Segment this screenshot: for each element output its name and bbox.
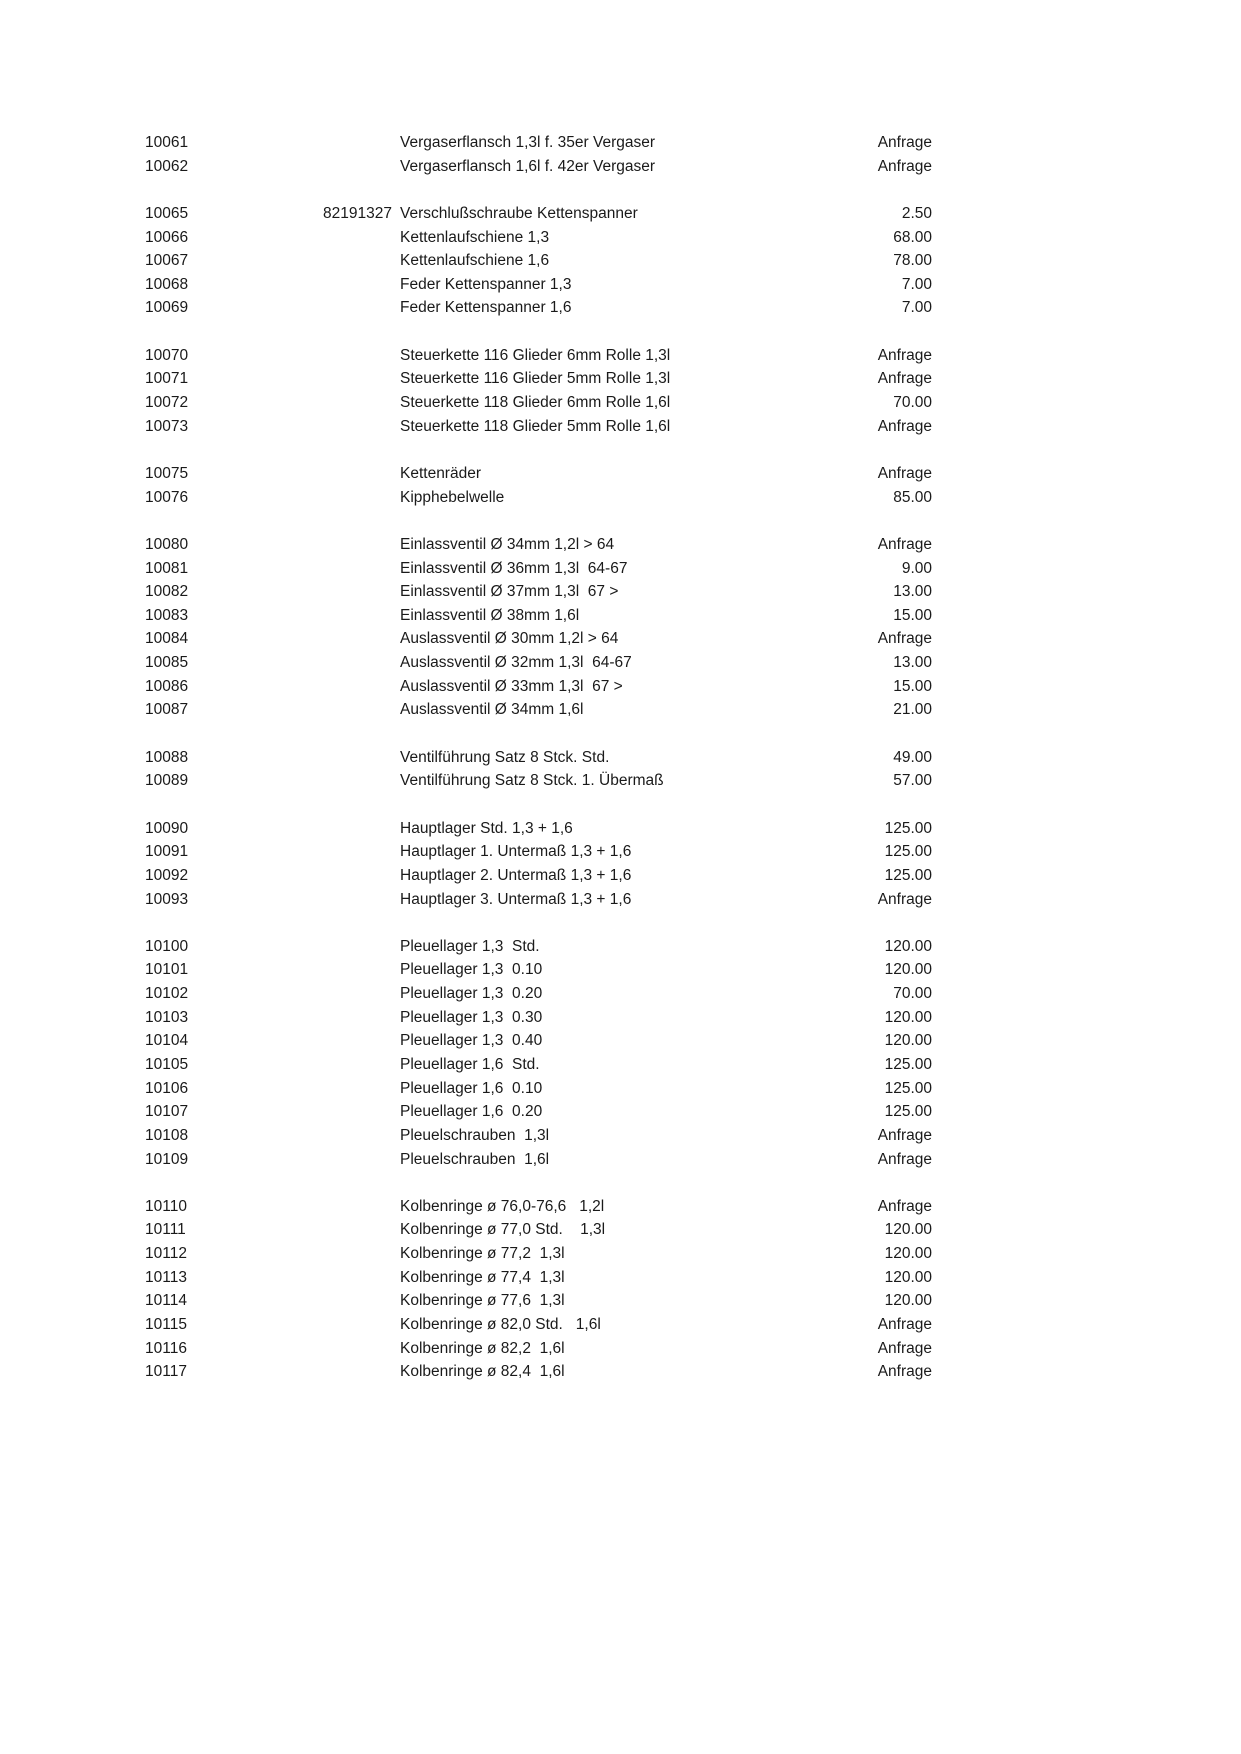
part-price: 7.00 (901, 275, 932, 293)
part-price: Anfrage (877, 370, 932, 388)
table-row (0, 462, 1241, 486)
part-number: 10093 (145, 890, 189, 908)
part-price: Anfrage (877, 890, 932, 908)
spacer-row (0, 1171, 1241, 1195)
table-row (0, 367, 1241, 391)
table-row (0, 651, 1241, 675)
part-number: 10103 (145, 1008, 189, 1026)
part-description: Pleuellager 1,3 0.40 (400, 1032, 543, 1050)
part-price: Anfrage (877, 1197, 932, 1215)
part-number: 10075 (145, 464, 189, 482)
part-number: 10106 (145, 1079, 189, 1097)
part-description: Kolbenringe ø 76,0-76,6 1,2l (400, 1197, 605, 1215)
part-description: Feder Kettenspanner 1,6 (400, 299, 572, 317)
part-price: 2.50 (901, 204, 932, 222)
spacer-row (0, 509, 1241, 533)
part-number: 10114 (145, 1292, 187, 1310)
table-row (0, 675, 1241, 699)
part-number: 10110 (145, 1197, 187, 1215)
part-description: Hauptlager Std. 1,3 + 1,6 (400, 819, 573, 837)
part-price: 120.00 (884, 961, 932, 979)
part-number: 10115 (145, 1316, 187, 1334)
table-row (0, 1124, 1241, 1148)
part-description: Pleuellager 1,3 Std. (400, 937, 540, 955)
table-row (0, 698, 1241, 722)
part-price: 125.00 (884, 1079, 932, 1097)
part-description: Feder Kettenspanner 1,3 (400, 275, 572, 293)
table-row (0, 249, 1241, 273)
table-row (0, 817, 1241, 841)
part-price: 120.00 (884, 937, 932, 955)
part-price: 125.00 (884, 1103, 932, 1121)
part-price: 120.00 (884, 1032, 932, 1050)
table-row (0, 1100, 1241, 1124)
part-price: Anfrage (877, 1150, 932, 1168)
spacer-row (0, 320, 1241, 344)
spacer-row (0, 911, 1241, 935)
table-row (0, 273, 1241, 297)
part-number: 10067 (145, 252, 189, 270)
parts-price-list (0, 131, 1241, 1384)
part-description: Kolbenringe ø 82,2 1,6l (400, 1339, 565, 1357)
part-number: 10061 (145, 134, 189, 151)
part-description: Pleuellager 1,6 0.10 (400, 1079, 543, 1097)
part-description: Vergaserflansch 1,3l f. 35er Vergaser (400, 134, 656, 151)
part-description: Steuerkette 118 Glieder 5mm Rolle 1,6l (400, 417, 671, 435)
table-row (0, 1337, 1241, 1361)
part-description: Auslassventil Ø 32mm 1,3l 64-67 (400, 654, 632, 672)
part-price: Anfrage (877, 535, 932, 553)
part-description: Kolbenringe ø 82,4 1,6l (400, 1363, 565, 1381)
part-price: 15.00 (893, 677, 932, 695)
part-number: 10080 (145, 535, 189, 553)
spacer-row (0, 793, 1241, 817)
spacer-row (0, 722, 1241, 746)
part-price: 78.00 (893, 252, 932, 270)
part-number: 10073 (145, 417, 189, 435)
part-number: 10084 (145, 630, 189, 648)
part-description: Auslassventil Ø 33mm 1,3l 67 > (400, 677, 623, 695)
table-row (0, 627, 1241, 651)
part-number: 10092 (145, 866, 189, 884)
part-number: 10108 (145, 1126, 189, 1144)
table-row (0, 580, 1241, 604)
part-description: Ventilführung Satz 8 Stck. 1. Übermaß (400, 772, 664, 790)
part-number: 10111 (145, 1221, 186, 1239)
part-description: Verschlußschraube Kettenspanner (400, 204, 638, 222)
part-price: Anfrage (877, 417, 932, 435)
part-number: 10100 (145, 937, 189, 955)
part-description: Pleuellager 1,3 0.20 (400, 985, 543, 1003)
table-row (0, 1360, 1241, 1384)
part-price: 120.00 (884, 1221, 932, 1239)
table-row (0, 155, 1241, 179)
part-description: Pleuelschrauben 1,3l (400, 1126, 550, 1144)
table-row (0, 1195, 1241, 1219)
part-number: 10083 (145, 606, 189, 624)
part-number: 10091 (145, 843, 189, 861)
part-description: Kolbenringe ø 77,6 1,3l (400, 1292, 565, 1310)
table-row (0, 1148, 1241, 1172)
table-row (0, 935, 1241, 959)
table-row (0, 296, 1241, 320)
part-price: 125.00 (884, 843, 932, 861)
table-row (0, 1313, 1241, 1337)
table-row (0, 840, 1241, 864)
part-price: Anfrage (877, 346, 932, 364)
table-row (0, 131, 1241, 155)
part-description: Hauptlager 2. Untermaß 1,3 + 1,6 (400, 866, 632, 884)
table-row (0, 226, 1241, 250)
part-description: Hauptlager 1. Untermaß 1,3 + 1,6 (400, 843, 632, 861)
part-description: Kettenlaufschiene 1,3 (400, 228, 550, 246)
part-price: 49.00 (893, 748, 932, 766)
part-price: 120.00 (884, 1268, 932, 1286)
part-number: 10070 (145, 346, 189, 364)
part-description: Pleuellager 1,3 0.30 (400, 1008, 543, 1026)
part-description: Auslassventil Ø 34mm 1,6l (400, 701, 584, 719)
part-description: Ventilführung Satz 8 Stck. Std. (400, 748, 610, 766)
part-price: 13.00 (893, 583, 932, 601)
part-price: 125.00 (884, 1055, 932, 1073)
table-row (0, 888, 1241, 912)
part-number: 10072 (145, 394, 189, 412)
part-description: Steuerkette 116 Glieder 5mm Rolle 1,3l (400, 370, 671, 388)
part-description: Kolbenringe ø 77,0 Std. 1,3l (400, 1221, 606, 1239)
part-description: Auslassventil Ø 30mm 1,2l > 64 (400, 630, 619, 648)
part-price: 13.00 (893, 654, 932, 672)
part-number: 10116 (145, 1339, 187, 1357)
part-price: Anfrage (877, 1363, 932, 1381)
part-description: Vergaserflansch 1,6l f. 42er Vergaser (400, 157, 656, 175)
part-number: 10090 (145, 819, 189, 837)
part-number: 10082 (145, 583, 189, 601)
table-row (0, 1266, 1241, 1290)
part-price: 57.00 (893, 772, 932, 790)
table-row (0, 1289, 1241, 1313)
table-row (0, 533, 1241, 557)
part-price: 7.00 (901, 299, 932, 317)
part-price: Anfrage (877, 157, 932, 175)
part-number: 10065 (145, 204, 189, 222)
part-number: 10076 (145, 488, 189, 506)
part-price: Anfrage (877, 134, 932, 151)
part-description: Kipphebelwelle (400, 488, 505, 506)
table-row (0, 1053, 1241, 1077)
oem-number: 82191327 (323, 204, 392, 222)
table-row (0, 415, 1241, 439)
table-row (0, 864, 1241, 888)
part-price: Anfrage (877, 630, 932, 648)
table-row (0, 1218, 1241, 1242)
part-price: 70.00 (893, 394, 932, 412)
table-row (0, 202, 1241, 226)
part-price: 68.00 (893, 228, 932, 246)
part-description: Einlassventil Ø 36mm 1,3l 64-67 (400, 559, 628, 577)
part-price: Anfrage (877, 1126, 932, 1144)
part-number: 10068 (145, 275, 189, 293)
part-description: Einlassventil Ø 38mm 1,6l (400, 606, 580, 624)
part-number: 10105 (145, 1055, 189, 1073)
table-row (0, 557, 1241, 581)
spacer-row (0, 178, 1241, 202)
part-description: Pleuellager 1,6 0.20 (400, 1103, 543, 1121)
part-price: 125.00 (884, 866, 932, 884)
part-description: Kettenlaufschiene 1,6 (400, 252, 550, 270)
part-number: 10101 (145, 961, 189, 979)
table-row (0, 1242, 1241, 1266)
table-row (0, 391, 1241, 415)
part-number: 10107 (145, 1103, 189, 1121)
part-number: 10062 (145, 157, 189, 175)
table-row (0, 746, 1241, 770)
part-number: 10104 (145, 1032, 189, 1050)
part-number: 10113 (145, 1268, 187, 1286)
part-price: 70.00 (893, 985, 932, 1003)
table-row (0, 1006, 1241, 1030)
part-price: 9.00 (901, 559, 932, 577)
spacer-row (0, 438, 1241, 462)
part-description: Pleuellager 1,6 Std. (400, 1055, 540, 1073)
part-number: 10117 (145, 1363, 187, 1381)
part-description: Hauptlager 3. Untermaß 1,3 + 1,6 (400, 890, 632, 908)
part-number: 10109 (145, 1150, 189, 1168)
part-price: 21.00 (893, 701, 932, 719)
part-description: Pleuelschrauben 1,6l (400, 1150, 550, 1168)
table-row (0, 982, 1241, 1006)
part-price: Anfrage (877, 1316, 932, 1334)
part-number: 10102 (145, 985, 189, 1003)
part-price: 85.00 (893, 488, 932, 506)
part-price: 125.00 (884, 819, 932, 837)
part-number: 10069 (145, 299, 189, 317)
part-price: 120.00 (884, 1008, 932, 1026)
part-number: 10081 (145, 559, 189, 577)
table-row (0, 344, 1241, 368)
part-description: Kolbenringe ø 82,0 Std. 1,6l (400, 1316, 601, 1334)
part-number: 10087 (145, 701, 189, 719)
part-number: 10088 (145, 748, 189, 766)
part-price: Anfrage (877, 464, 932, 482)
part-number: 10066 (145, 228, 189, 246)
table-row (0, 604, 1241, 628)
part-description: Steuerkette 118 Glieder 6mm Rolle 1,6l (400, 394, 671, 412)
part-description: Kolbenringe ø 77,2 1,3l (400, 1245, 565, 1263)
part-description: Pleuellager 1,3 0.10 (400, 961, 543, 979)
part-price: 120.00 (884, 1245, 932, 1263)
part-number: 10089 (145, 772, 189, 790)
part-description: Steuerkette 116 Glieder 6mm Rolle 1,3l (400, 346, 671, 364)
part-price: 120.00 (884, 1292, 932, 1310)
table-row (0, 486, 1241, 510)
part-description: Einlassventil Ø 34mm 1,2l > 64 (400, 535, 615, 553)
part-price: Anfrage (877, 1339, 932, 1357)
part-price: 15.00 (893, 606, 932, 624)
table-row (0, 1077, 1241, 1101)
table-row (0, 958, 1241, 982)
part-number: 10086 (145, 677, 189, 695)
part-description: Einlassventil Ø 37mm 1,3l 67 > (400, 583, 619, 601)
part-number: 10071 (145, 370, 189, 388)
part-description: Kettenräder (400, 464, 481, 482)
table-row (0, 1029, 1241, 1053)
part-number: 10112 (145, 1245, 187, 1263)
part-description: Kolbenringe ø 77,4 1,3l (400, 1268, 565, 1286)
part-number: 10085 (145, 654, 189, 672)
table-row (0, 769, 1241, 793)
